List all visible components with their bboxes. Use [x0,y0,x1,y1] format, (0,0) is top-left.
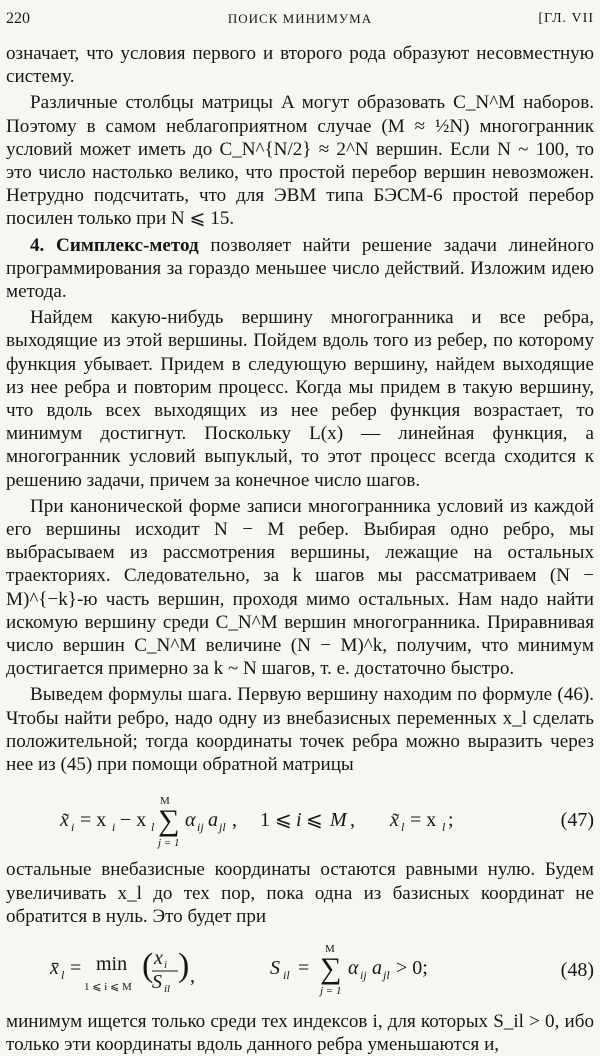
svg-text:= x: = x [410,809,437,832]
svg-text:min: min [96,952,128,975]
svg-text:S: S [270,956,280,979]
svg-text:jl: jl [383,967,390,982]
paragraph-8: минимум ищется только среди тех индексов i, для которых S_il > 0, ибо только эти координаты вдоль данного ребра уменьшаются и, [6,1010,594,1056]
paragraph-6: Выведем формулы шага. Первую вершину находим по формуле (46). Чтобы найти ребро, надо одну из внебазисных переменных x_l сделать положительной; тогда координаты точек ребра можно выразить через нее из (45) при помощи обратной матрицы [6,684,594,776]
svg-text:S: S [152,970,162,993]
formula-47-expression [6,790,534,874]
svg-text:1 ⩽: 1 ⩽ [260,809,292,832]
svg-text:i: i [164,958,168,971]
svg-text:;: ; [448,809,454,832]
formula-47-svg [60,790,480,850]
svg-text:i: i [112,820,116,835]
svg-text:ij: ij [197,820,204,835]
formula-48-number: (48) [560,958,594,981]
svg-text:=: = [298,956,310,979]
svg-text:M: M [325,942,335,955]
svg-text:j = 1: j = 1 [320,984,342,997]
paragraph-2: Различные столбцы матрицы A могут образовать C_N^M наборов. Поэтому в самом неблагоприятном случае (M ≈ ½N) многогранник условий может иметь до C_N^{N/2} ≈ 2^N вершин. Если N ~ 100, то это число настолько велико, что простой перебор вершин невозможен. Нетрудно подсчитать, что для ЭВМ типа БЭСМ-6 простой перебор посилен только при N ⩽ 15. [6,92,594,230]
svg-text:(: ( [142,946,154,984]
page-body [6,42,594,1056]
svg-text:α: α [185,809,196,832]
svg-text:= x: = x [80,809,107,832]
svg-text:): ) [178,946,190,984]
svg-text:⩽: ⩽ [306,809,323,832]
svg-text:∑: ∑ [158,804,180,838]
paragraph-4: Найдем какую-нибудь вершину многогранника и все ребра, выходящие из этой вершины. Пойдем вдоль того из ребер, по которому функция убывает. Придем в следующую вершину, найдем выходящие из нее ребра и повторим процесс. Когда мы придем в такую вершину, что вдоль всех выходящих из нее ребер функция возрастает, то минимум достигнут. Поскольку L(x) — линейная функция, а многогранник условий выпуклый, то этот процесс всегда сходится к решению задачи, причем за конечное число шагов. [6,307,594,491]
svg-text:l: l [61,967,65,982]
svg-text:1 ⩽ i ⩽ M: 1 ⩽ i ⩽ M [84,980,132,993]
svg-text:,: , [190,964,195,987]
svg-text:ij: ij [360,967,367,982]
svg-text:l: l [442,820,446,835]
svg-text:x̃: x̃ [60,809,69,832]
paragraph-1: означает, что условия первого и второго рода образуют несовместную систему. [6,43,594,88]
chapter-label: [ГЛ. VII [538,11,594,26]
paragraph-3 [6,234,594,304]
formula-48-expression [6,940,534,1024]
paragraph-7: остальные внебазисные координаты остаются равными нулю. Будем увеличивать x_l до тех пор, пока одна из базисных координат не обратится в нуль. Это будет при [6,859,594,927]
svg-text:M: M [330,809,347,832]
svg-text:x: x [154,946,163,969]
svg-text:,: , [232,809,237,832]
running-header [6,8,594,30]
paragraph-3-text: позволяет найти решение задачи линейного программирования за гораздо меньшее число действий. Изложим идею метода. [6,234,594,303]
svg-text:l: l [151,820,155,835]
page-number: 220 [6,10,30,27]
formula-47-number: (47) [560,809,594,832]
svg-text:> 0;: > 0; [396,956,428,979]
svg-text:∑: ∑ [320,951,342,985]
svg-text:l: l [401,820,405,835]
svg-text:=: = [70,956,82,979]
formula-48 [6,940,594,998]
svg-text:x̄: x̄ [50,956,59,979]
svg-text:a: a [372,956,382,979]
svg-text:M: M [160,795,170,808]
svg-text:il: il [283,967,290,982]
section-heading: 4. Симплекс-метод [30,234,199,256]
svg-text:il: il [164,982,171,995]
svg-text:α: α [348,956,359,979]
svg-text:i: i [296,809,302,832]
svg-text:x̃: x̃ [390,809,399,832]
svg-text:i: i [71,820,75,835]
svg-text:− x: − x [120,809,147,832]
running-title: ПОИСК МИНИМУМА [227,11,373,26]
paragraph-5: При канонической форме записи многогранника условий из каждой его вершины исходит N − M ребер. Выбирая одно ребро, мы выбрасываем из рассмотрения вершины, лежащие на остальных траекториях. Следовательно, за k шагов мы рассматриваем (N − M)^{−k}-ю часть вершин, проходя мимо остальных. Нам надо найти искомую вершину среди C_N^M вершин многогранника. Приравнивая число вершин C_N^M величине (N − M)^k, получим, что минимум достигается примерно за k ~ N шагов, т. е. достаточно быстро. [6,495,594,680]
formula-47 [6,790,594,850]
svg-text:a: a [208,809,218,832]
svg-text:,: , [350,809,355,832]
svg-text:j = 1: j = 1 [158,837,180,850]
svg-text:jl: jl [219,820,226,835]
formula-48-svg [50,940,490,1000]
